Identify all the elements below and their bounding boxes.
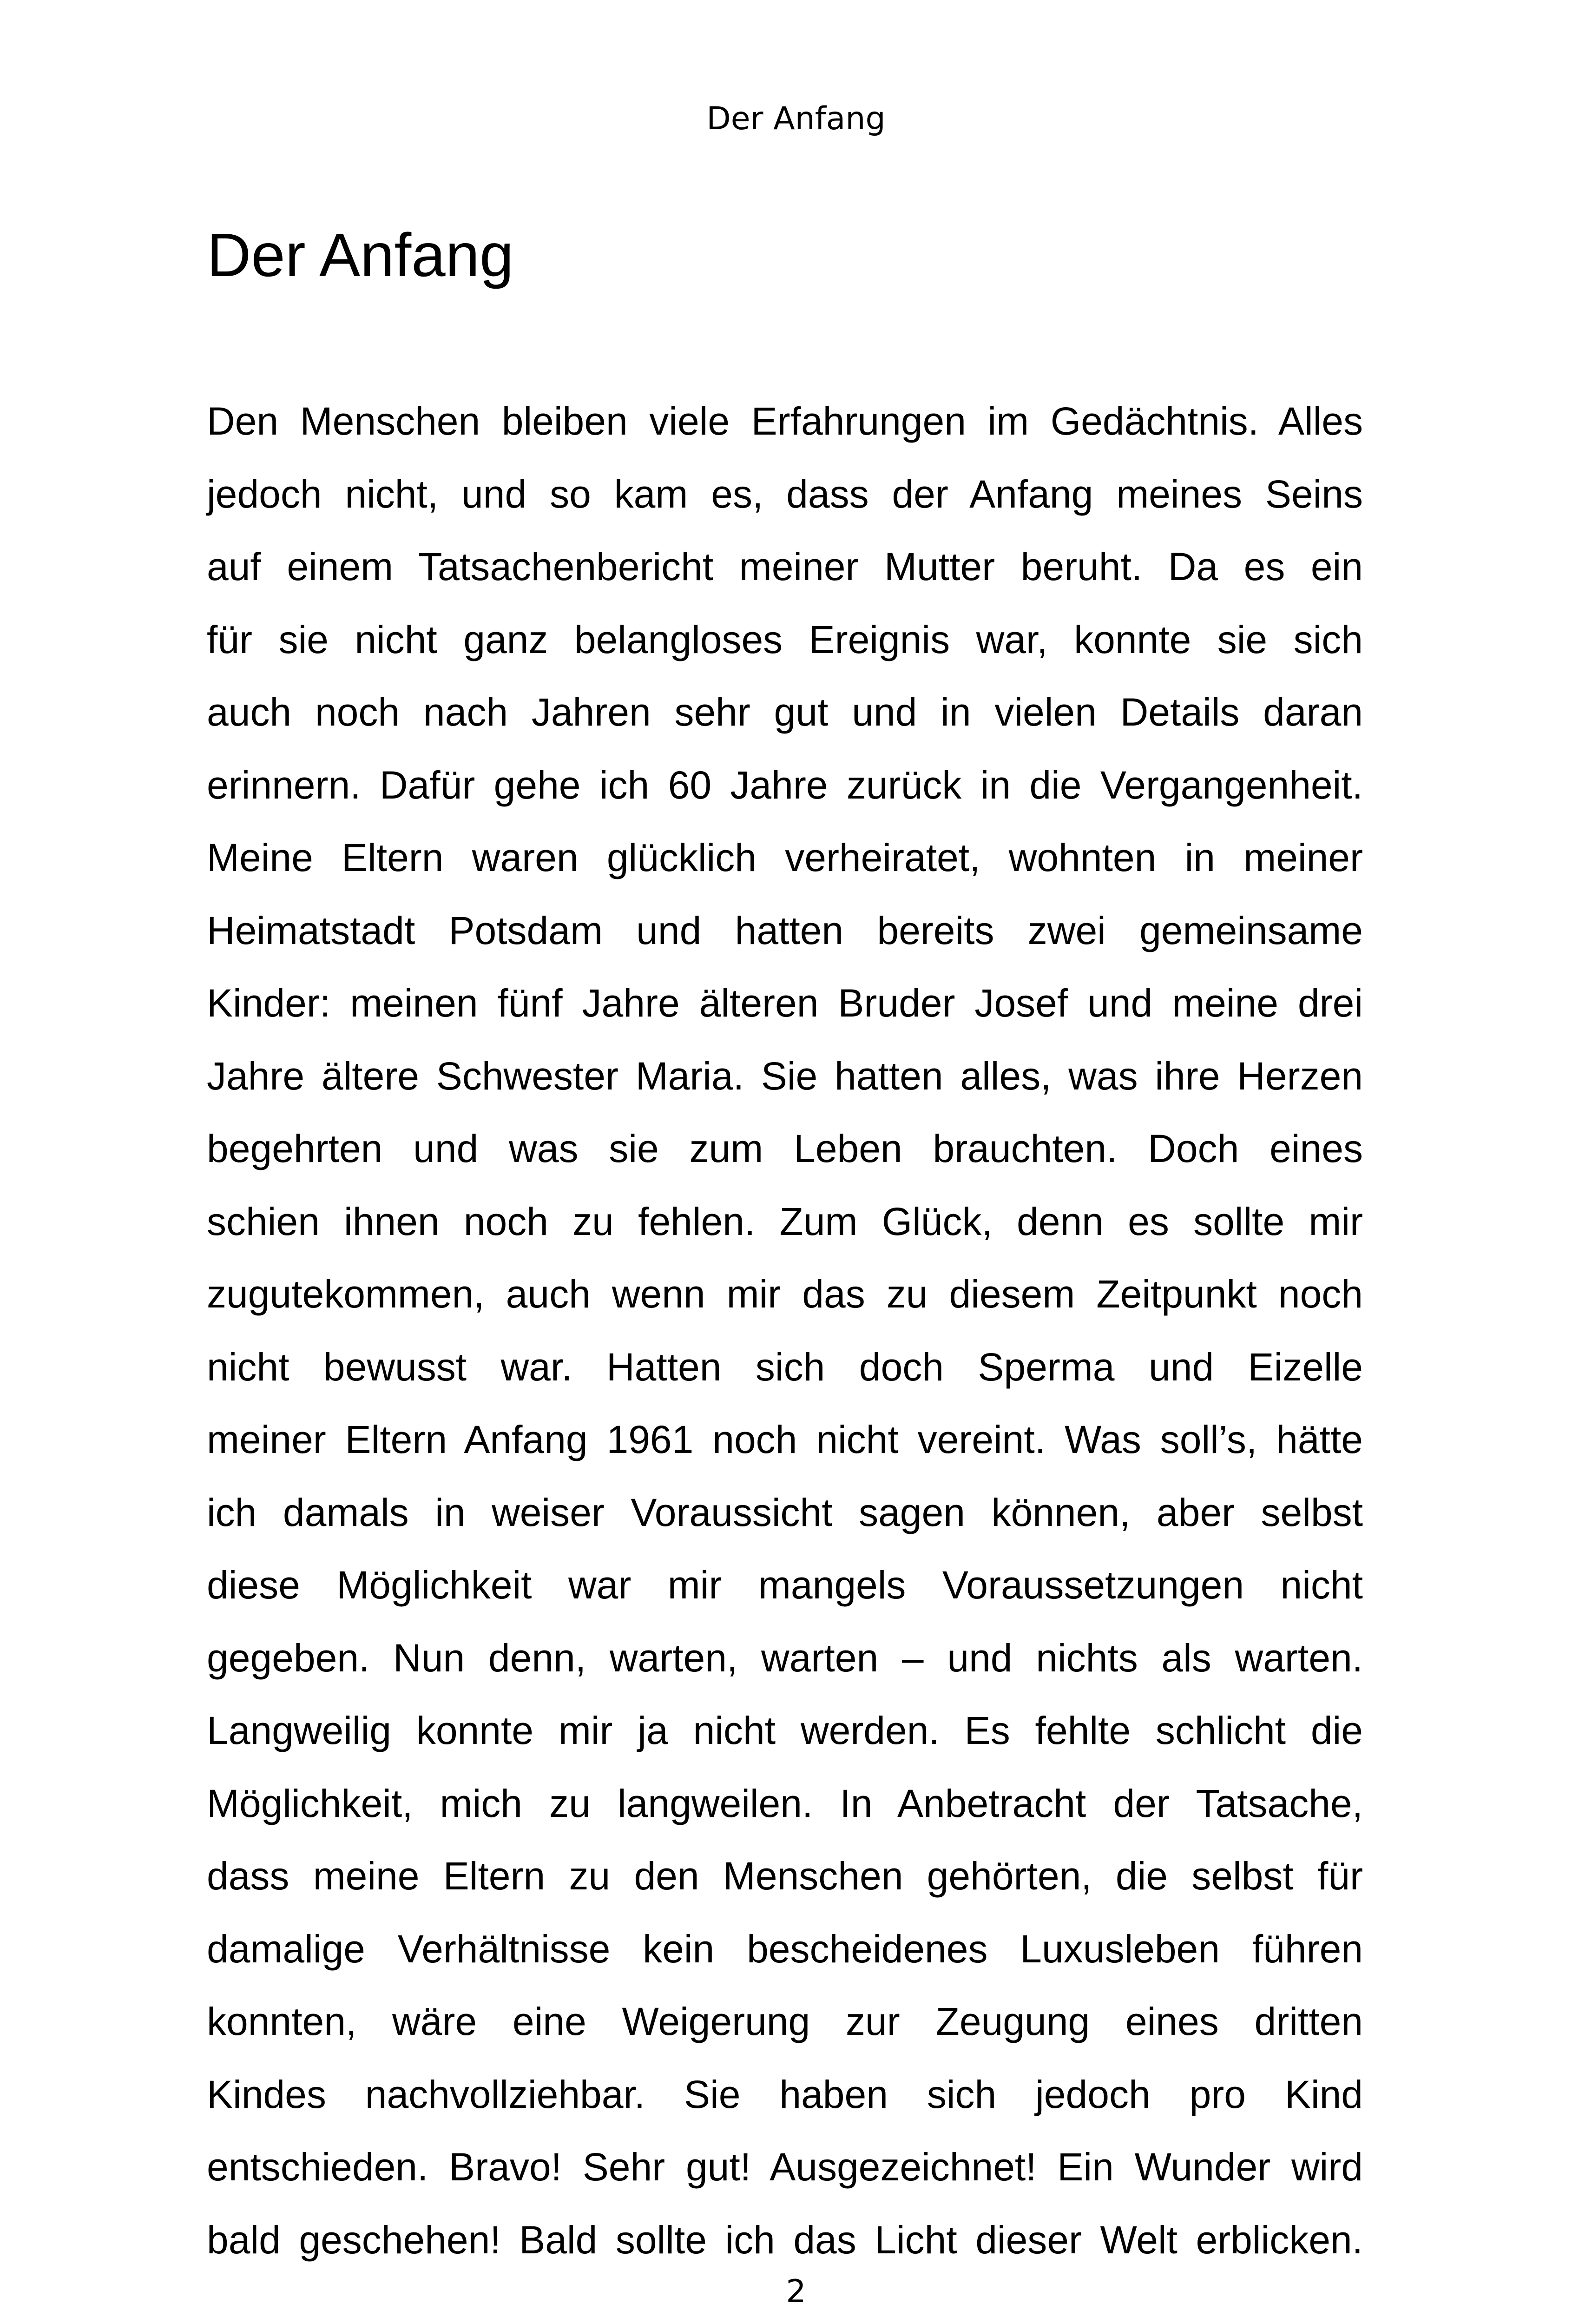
text-line: auf einem Tatsachenbericht meiner Mutter beruht. Da es ein [207, 545, 1363, 588]
text-line: Möglichkeit, mich zu langweilen. In Anbetracht der Tatsache, [207, 1781, 1363, 1825]
chapter-title: Der Anfang [207, 221, 514, 289]
text-line: ich damals in weiser Voraussicht sagen können, aber selbst [207, 1490, 1363, 1534]
text-line: Jahre ältere Schwester Maria. Sie hatten alles, was ihre Herzen [207, 1054, 1363, 1098]
text-line: zugutekommen, auch wenn mir das zu diesem Zeitpunkt noch [207, 1272, 1363, 1316]
page-number: 2 [786, 2273, 806, 2310]
text-line: damalige Verhältnisse kein bescheidenes Luxusleben führen [207, 1927, 1363, 1971]
text-line: diese Möglichkeit war mir mangels Voraussetzungen nicht [207, 1563, 1363, 1607]
text-line: schien ihnen noch zu fehlen. Zum Glück, denn es sollte mir [207, 1199, 1363, 1243]
text-line: nicht bewusst war. Hatten sich doch Sperma und Eizelle [207, 1345, 1363, 1389]
body-text [207, 398, 1363, 2289]
running-header: Der Anfang [706, 100, 886, 137]
text-line: konnten, wäre eine Weigerung zur Zeugung eines dritten [207, 2000, 1363, 2043]
text-line: für sie nicht ganz belangloses Ereignis war, konnte sie sich [207, 617, 1363, 661]
text-line: Langweilig konnte mir ja nicht werden. Es fehlte schlicht die [207, 1709, 1363, 1752]
text-line: erinnern. Dafür gehe ich 60 Jahre zurück in die Vergangenheit. [207, 763, 1363, 807]
text-line: Kindes nachvollziehbar. Sie haben sich jedoch pro Kind [207, 2072, 1363, 2116]
text-line: bald geschehen! Bald sollte ich das Licht dieser Welt erblicken. [207, 2218, 1363, 2262]
text-line: begehrten und was sie zum Leben brauchten. Doch eines [207, 1127, 1363, 1170]
text-line: entschieden. Bravo! Sehr gut! Ausgezeichnet! Ein Wunder wird [207, 2145, 1363, 2189]
text-line: Heimatstadt Potsdam und hatten bereits zwei gemeinsame [207, 908, 1363, 952]
text-line: Meine Eltern waren glücklich verheiratet, wohnten in meiner [207, 836, 1363, 879]
text-line: auch noch nach Jahren sehr gut und in vielen Details daran [207, 690, 1363, 734]
text-line: meiner Eltern Anfang 1961 noch nicht vereint. Was soll’s, hätte [207, 1418, 1363, 1461]
text-line: dass meine Eltern zu den Menschen gehörten, die selbst für [207, 1854, 1363, 1898]
text-line: Kinder: meinen fünf Jahre älteren Bruder Josef und meine drei [207, 981, 1363, 1025]
text-line: gegeben. Nun denn, warten, warten – und nichts als warten. [207, 1636, 1363, 1680]
text-line: jedoch nicht, und so kam es, dass der Anfang meines Seins [207, 472, 1363, 516]
text-line: Den Menschen bleiben viele Erfahrungen im Gedächtnis. Alles [207, 399, 1363, 443]
